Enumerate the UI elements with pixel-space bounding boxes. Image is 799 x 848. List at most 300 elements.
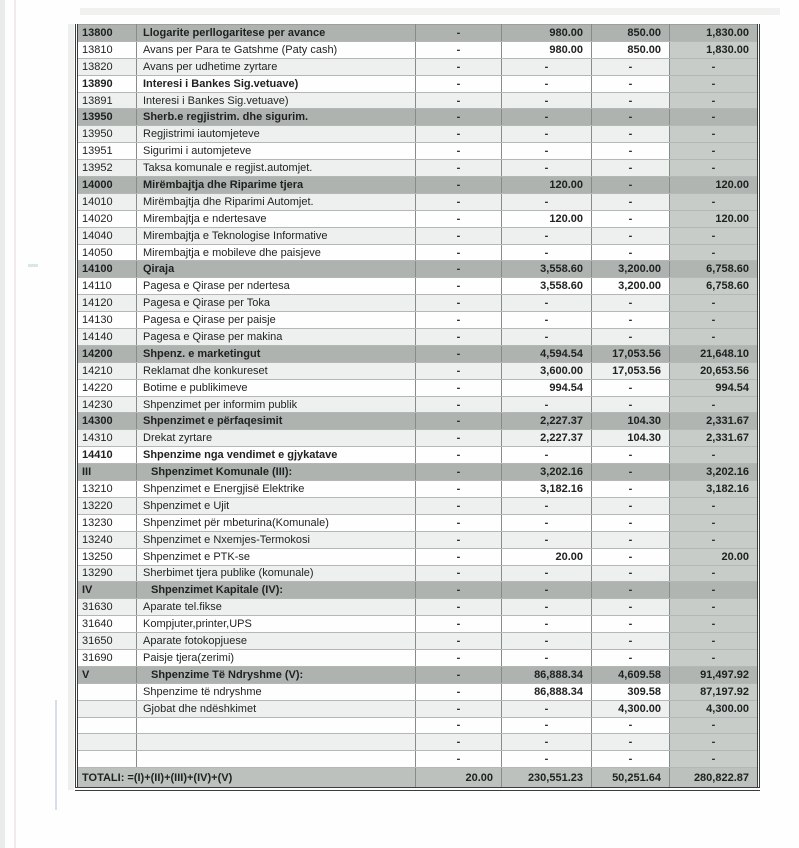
description-cell: Drekat zyrtare: [137, 430, 416, 447]
total-value-c3: 50,251.64: [592, 768, 670, 790]
table-row: [77, 193, 759, 210]
code-cell: 13951: [77, 143, 137, 160]
value-cell-c1: -: [416, 447, 502, 464]
value-cell-c1: -: [416, 312, 502, 329]
value-cell-c1: -: [416, 666, 502, 683]
value-cell-c4: -: [670, 396, 759, 413]
value-cell-c3: 309.58: [592, 683, 670, 700]
description-cell: Shpenzimet Komunale (III):: [137, 464, 416, 481]
value-cell-c4: -: [670, 447, 759, 464]
table-row: [77, 75, 759, 92]
value-cell-c2: 3,182.16: [502, 481, 592, 498]
value-cell-c1: -: [416, 599, 502, 616]
value-cell-c3: -: [592, 160, 670, 177]
value-cell-c3: -: [592, 396, 670, 413]
value-cell-c2: 20.00: [502, 548, 592, 565]
description-cell: Gjobat dhe ndëshkimet: [137, 700, 416, 717]
table-row: [77, 413, 759, 430]
value-cell-c3: -: [592, 447, 670, 464]
value-cell-c3: -: [592, 565, 670, 582]
value-cell-c3: -: [592, 143, 670, 160]
value-cell-c3: 4,300.00: [592, 700, 670, 717]
value-cell-c2: -: [502, 329, 592, 346]
value-cell-c1: -: [416, 683, 502, 700]
description-cell: Shpenzimet e Nxemjes-Termokosi: [137, 531, 416, 548]
table-row: [77, 109, 759, 126]
value-cell-c4: -: [670, 514, 759, 531]
value-cell-c2: 86,888.34: [502, 666, 592, 683]
table-body: [77, 25, 759, 790]
value-cell-c4: 87,197.92: [670, 683, 759, 700]
table-row: [77, 514, 759, 531]
value-cell-c4: 6,758.60: [670, 261, 759, 278]
value-cell-c4: -: [670, 295, 759, 312]
value-cell-c2: -: [502, 514, 592, 531]
code-cell: III: [77, 464, 137, 481]
code-cell: [77, 751, 137, 768]
value-cell-c1: -: [416, 751, 502, 768]
value-cell-c3: -: [592, 734, 670, 751]
value-cell-c3: 3,200.00: [592, 278, 670, 295]
table-row: [77, 41, 759, 58]
value-cell-c2: 3,558.60: [502, 261, 592, 278]
value-cell-c4: 3,182.16: [670, 481, 759, 498]
table-row: [77, 582, 759, 599]
description-cell: Llogarite perllogaritese per avance: [137, 25, 416, 42]
code-cell: 14040: [77, 227, 137, 244]
value-cell-c4: 3,202.16: [670, 464, 759, 481]
value-cell-c1: -: [416, 430, 502, 447]
value-cell-c1: -: [416, 92, 502, 109]
value-cell-c4: -: [670, 312, 759, 329]
table-row: [77, 734, 759, 751]
value-cell-c2: 2,227.37: [502, 413, 592, 430]
value-cell-c4: -: [670, 193, 759, 210]
value-cell-c1: -: [416, 582, 502, 599]
description-cell: Mirembajtja e Teknologise Informative: [137, 227, 416, 244]
value-cell-c1: -: [416, 700, 502, 717]
value-cell-c1: -: [416, 295, 502, 312]
value-cell-c3: -: [592, 497, 670, 514]
value-cell-c3: -: [592, 751, 670, 768]
value-cell-c3: -: [592, 227, 670, 244]
description-cell: Reklamat dhe konkureset: [137, 362, 416, 379]
code-cell: 13250: [77, 548, 137, 565]
code-cell: [77, 700, 137, 717]
value-cell-c3: -: [592, 633, 670, 650]
value-cell-c3: -: [592, 514, 670, 531]
table-row: [77, 362, 759, 379]
description-cell: [137, 751, 416, 768]
value-cell-c3: -: [592, 75, 670, 92]
value-cell-c4: -: [670, 92, 759, 109]
table-row: [77, 25, 759, 42]
description-cell: Pagesa e Qirase per paisje: [137, 312, 416, 329]
value-cell-c1: -: [416, 25, 502, 42]
code-cell: 31640: [77, 616, 137, 633]
value-cell-c3: -: [592, 126, 670, 143]
value-cell-c2: 980.00: [502, 41, 592, 58]
value-cell-c1: -: [416, 41, 502, 58]
value-cell-c3: -: [592, 92, 670, 109]
table-row: [77, 329, 759, 346]
value-cell-c3: -: [592, 193, 670, 210]
code-cell: 13810: [77, 41, 137, 58]
value-cell-c2: -: [502, 295, 592, 312]
description-cell: Kompjuter,printer,UPS: [137, 616, 416, 633]
value-cell-c3: -: [592, 109, 670, 126]
description-cell: Shpenzimet e PTK-se: [137, 548, 416, 565]
table-row: [77, 683, 759, 700]
value-cell-c4: -: [670, 531, 759, 548]
value-cell-c2: -: [502, 633, 592, 650]
code-cell: 14140: [77, 329, 137, 346]
value-cell-c4: -: [670, 126, 759, 143]
value-cell-c3: -: [592, 312, 670, 329]
value-cell-c2: -: [502, 58, 592, 75]
value-cell-c3: -: [592, 582, 670, 599]
value-cell-c2: -: [502, 396, 592, 413]
scan-artifact-mark: [28, 264, 38, 267]
description-cell: Shpenzime të ndryshme: [137, 683, 416, 700]
expense-table: [75, 24, 760, 791]
value-cell-c3: -: [592, 531, 670, 548]
code-cell: 14010: [77, 193, 137, 210]
value-cell-c2: 120.00: [502, 210, 592, 227]
value-cell-c1: -: [416, 58, 502, 75]
code-cell: 13891: [77, 92, 137, 109]
value-cell-c1: -: [416, 244, 502, 261]
code-cell: 13950: [77, 126, 137, 143]
value-cell-c2: -: [502, 700, 592, 717]
value-cell-c1: -: [416, 75, 502, 92]
table-row: [77, 345, 759, 362]
value-cell-c2: 4,594.54: [502, 345, 592, 362]
value-cell-c3: -: [592, 717, 670, 734]
value-cell-c4: -: [670, 633, 759, 650]
value-cell-c1: -: [416, 227, 502, 244]
value-cell-c1: -: [416, 345, 502, 362]
table-row: [77, 177, 759, 194]
value-cell-c4: -: [670, 75, 759, 92]
table-row: [77, 278, 759, 295]
value-cell-c2: -: [502, 312, 592, 329]
value-cell-c2: -: [502, 193, 592, 210]
description-cell: Shpenzimet Kapitale (IV):: [137, 582, 416, 599]
description-cell: Shpenzimet e Ujit: [137, 497, 416, 514]
value-cell-c1: -: [416, 126, 502, 143]
description-cell: Sigurimi i automjeteve: [137, 143, 416, 160]
code-cell: 31650: [77, 633, 137, 650]
scan-table-shadow: [68, 24, 74, 790]
code-cell: V: [77, 666, 137, 683]
table-row: [77, 717, 759, 734]
code-cell: 14120: [77, 295, 137, 312]
code-cell: 13890: [77, 75, 137, 92]
value-cell-c1: -: [416, 177, 502, 194]
description-cell: Shpenzimet e përfaqesimit: [137, 413, 416, 430]
description-cell: Mirembajtja e ndertesave: [137, 210, 416, 227]
total-value-c4: 280,822.87: [670, 768, 759, 790]
value-cell-c1: -: [416, 329, 502, 346]
description-cell: Interesi i Bankes Sig.vetuave): [137, 92, 416, 109]
value-cell-c4: -: [670, 734, 759, 751]
code-cell: 31630: [77, 599, 137, 616]
value-cell-c1: -: [416, 413, 502, 430]
table-row: [77, 379, 759, 396]
code-cell: [77, 683, 137, 700]
value-cell-c4: 1,830.00: [670, 25, 759, 42]
value-cell-c1: -: [416, 362, 502, 379]
value-cell-c3: -: [592, 210, 670, 227]
value-cell-c3: -: [592, 244, 670, 261]
code-cell: 14000: [77, 177, 137, 194]
value-cell-c3: -: [592, 329, 670, 346]
value-cell-c4: 2,331.67: [670, 430, 759, 447]
value-cell-c4: -: [670, 717, 759, 734]
value-cell-c1: -: [416, 616, 502, 633]
scan-artifact-line-blue: [55, 700, 57, 810]
table-row: [77, 227, 759, 244]
value-cell-c1: -: [416, 261, 502, 278]
value-cell-c2: 2,227.37: [502, 430, 592, 447]
description-cell: Mirembajtja e mobileve dhe paisjeve: [137, 244, 416, 261]
table-row: [77, 58, 759, 75]
value-cell-c3: -: [592, 616, 670, 633]
value-cell-c4: 994.54: [670, 379, 759, 396]
value-cell-c4: 6,758.60: [670, 278, 759, 295]
value-cell-c4: -: [670, 649, 759, 666]
value-cell-c4: -: [670, 143, 759, 160]
code-cell: 13240: [77, 531, 137, 548]
value-cell-c2: -: [502, 160, 592, 177]
description-cell: Avans per Para te Gatshme (Paty cash): [137, 41, 416, 58]
table-row: [77, 599, 759, 616]
value-cell-c3: -: [592, 464, 670, 481]
table-row: [77, 295, 759, 312]
value-cell-c4: -: [670, 497, 759, 514]
table-row: [77, 210, 759, 227]
description-cell: Mirëmbajtja dhe Riparimi Automjet.: [137, 193, 416, 210]
value-cell-c4: -: [670, 616, 759, 633]
value-cell-c1: -: [416, 531, 502, 548]
value-cell-c4: 20,653.56: [670, 362, 759, 379]
description-cell: Taksa komunale e regjist.automjet.: [137, 160, 416, 177]
table-row: [77, 430, 759, 447]
code-cell: 13950: [77, 109, 137, 126]
value-cell-c1: -: [416, 143, 502, 160]
table-row: [77, 244, 759, 261]
value-cell-c2: -: [502, 126, 592, 143]
code-cell: 14200: [77, 345, 137, 362]
description-cell: Mirëmbajtja dhe Riparime tjera: [137, 177, 416, 194]
code-cell: [77, 717, 137, 734]
value-cell-c2: -: [502, 582, 592, 599]
code-cell: IV: [77, 582, 137, 599]
value-cell-c1: -: [416, 717, 502, 734]
value-cell-c2: -: [502, 599, 592, 616]
value-cell-c3: -: [592, 481, 670, 498]
total-value-c2: 230,551.23: [502, 768, 592, 790]
code-cell: 14230: [77, 396, 137, 413]
table-row: [77, 126, 759, 143]
total-label: TOTALI: =(I)+(II)+(III)+(IV)+(V): [77, 768, 416, 790]
code-cell: 14300: [77, 413, 137, 430]
description-cell: Pagesa e Qirase per Toka: [137, 295, 416, 312]
value-cell-c4: 21,648.10: [670, 345, 759, 362]
description-cell: Shpenzimet e Energjisë Elektrike: [137, 481, 416, 498]
value-cell-c4: 120.00: [670, 210, 759, 227]
value-cell-c2: 980.00: [502, 25, 592, 42]
value-cell-c2: -: [502, 649, 592, 666]
value-cell-c2: -: [502, 447, 592, 464]
code-cell: 13820: [77, 58, 137, 75]
description-cell: Shpenz. e marketingut: [137, 345, 416, 362]
value-cell-c4: -: [670, 565, 759, 582]
value-cell-c4: 20.00: [670, 548, 759, 565]
value-cell-c4: -: [670, 109, 759, 126]
value-cell-c1: -: [416, 379, 502, 396]
table-row: [77, 464, 759, 481]
value-cell-c3: -: [592, 548, 670, 565]
value-cell-c4: -: [670, 751, 759, 768]
value-cell-c3: 104.30: [592, 430, 670, 447]
value-cell-c1: -: [416, 497, 502, 514]
description-cell: Sherb.e regjistrim. dhe sigurim.: [137, 109, 416, 126]
description-cell: Qiraja: [137, 261, 416, 278]
table-row: [77, 497, 759, 514]
table-row: [77, 143, 759, 160]
table-row: [77, 751, 759, 768]
code-cell: 14210: [77, 362, 137, 379]
description-cell: Botime e publikimeve: [137, 379, 416, 396]
table-row: [77, 700, 759, 717]
description-cell: Avans per udhetime zyrtare: [137, 58, 416, 75]
description-cell: Aparate fotokopjuese: [137, 633, 416, 650]
value-cell-c2: 86,888.34: [502, 683, 592, 700]
value-cell-c4: -: [670, 244, 759, 261]
value-cell-c3: -: [592, 177, 670, 194]
value-cell-c1: -: [416, 396, 502, 413]
table-row: [77, 92, 759, 109]
scan-artifact-line-pink: [14, 0, 16, 848]
code-cell: 14410: [77, 447, 137, 464]
value-cell-c3: 3,200.00: [592, 261, 670, 278]
value-cell-c4: 120.00: [670, 177, 759, 194]
value-cell-c3: -: [592, 599, 670, 616]
value-cell-c3: -: [592, 58, 670, 75]
code-cell: 13230: [77, 514, 137, 531]
code-cell: 14020: [77, 210, 137, 227]
value-cell-c2: -: [502, 751, 592, 768]
description-cell: Paisje tjera(zerimi): [137, 649, 416, 666]
table-row: [77, 616, 759, 633]
description-cell: Interesi i Bankes Sig.vetuave): [137, 75, 416, 92]
value-cell-c3: 17,053.56: [592, 345, 670, 362]
value-cell-c2: -: [502, 616, 592, 633]
value-cell-c4: 91,497.92: [670, 666, 759, 683]
total-row: [77, 768, 759, 790]
value-cell-c1: -: [416, 548, 502, 565]
table-row: [77, 633, 759, 650]
value-cell-c1: -: [416, 210, 502, 227]
value-cell-c2: -: [502, 92, 592, 109]
value-cell-c2: -: [502, 734, 592, 751]
description-cell: Shpenzimet për mbeturina(Komunale): [137, 514, 416, 531]
value-cell-c3: 104.30: [592, 413, 670, 430]
value-cell-c1: -: [416, 565, 502, 582]
table-row: [77, 481, 759, 498]
description-cell: [137, 734, 416, 751]
code-cell: 13290: [77, 565, 137, 582]
value-cell-c2: -: [502, 227, 592, 244]
table-row: [77, 312, 759, 329]
value-cell-c3: -: [592, 295, 670, 312]
code-cell: 13952: [77, 160, 137, 177]
scan-edge-strip: [0, 0, 5, 848]
value-cell-c4: 2,331.67: [670, 413, 759, 430]
description-cell: Shpenzime nga vendimet e gjykatave: [137, 447, 416, 464]
code-cell: 14310: [77, 430, 137, 447]
description-cell: Pagesa e Qirase per ndertesa: [137, 278, 416, 295]
value-cell-c4: -: [670, 582, 759, 599]
value-cell-c1: -: [416, 514, 502, 531]
description-cell: Shpenzimet per informim publik: [137, 396, 416, 413]
value-cell-c3: 850.00: [592, 25, 670, 42]
description-cell: Shpenzime Të Ndryshme (V):: [137, 666, 416, 683]
description-cell: Sherbimet tjera publike (komunale): [137, 565, 416, 582]
code-cell: 13210: [77, 481, 137, 498]
value-cell-c2: 3,202.16: [502, 464, 592, 481]
value-cell-c4: -: [670, 160, 759, 177]
description-cell: Regjistrimi iautomjeteve: [137, 126, 416, 143]
value-cell-c4: -: [670, 58, 759, 75]
value-cell-c1: -: [416, 160, 502, 177]
value-cell-c3: 17,053.56: [592, 362, 670, 379]
value-cell-c2: 3,558.60: [502, 278, 592, 295]
table-row: [77, 447, 759, 464]
value-cell-c2: -: [502, 497, 592, 514]
description-cell: Aparate tel.fikse: [137, 599, 416, 616]
table-row: [77, 396, 759, 413]
value-cell-c3: 850.00: [592, 41, 670, 58]
table-row: [77, 548, 759, 565]
total-value-c1: 20.00: [416, 768, 502, 790]
table-row: [77, 261, 759, 278]
table-row: [77, 649, 759, 666]
value-cell-c3: -: [592, 379, 670, 396]
table-row: [77, 666, 759, 683]
value-cell-c1: -: [416, 481, 502, 498]
description-cell: Pagesa e Qirase per makina: [137, 329, 416, 346]
value-cell-c4: -: [670, 227, 759, 244]
code-cell: 13800: [77, 25, 137, 42]
value-cell-c2: 3,600.00: [502, 362, 592, 379]
code-cell: 14220: [77, 379, 137, 396]
value-cell-c4: 4,300.00: [670, 700, 759, 717]
value-cell-c4: 1,830.00: [670, 41, 759, 58]
code-cell: 14100: [77, 261, 137, 278]
value-cell-c2: -: [502, 75, 592, 92]
scan-artifact-smudge: [80, 8, 780, 15]
code-cell: 14130: [77, 312, 137, 329]
value-cell-c2: -: [502, 565, 592, 582]
value-cell-c3: 4,609.58: [592, 666, 670, 683]
value-cell-c1: -: [416, 109, 502, 126]
table-row: [77, 160, 759, 177]
description-cell: [137, 717, 416, 734]
table-row: [77, 565, 759, 582]
